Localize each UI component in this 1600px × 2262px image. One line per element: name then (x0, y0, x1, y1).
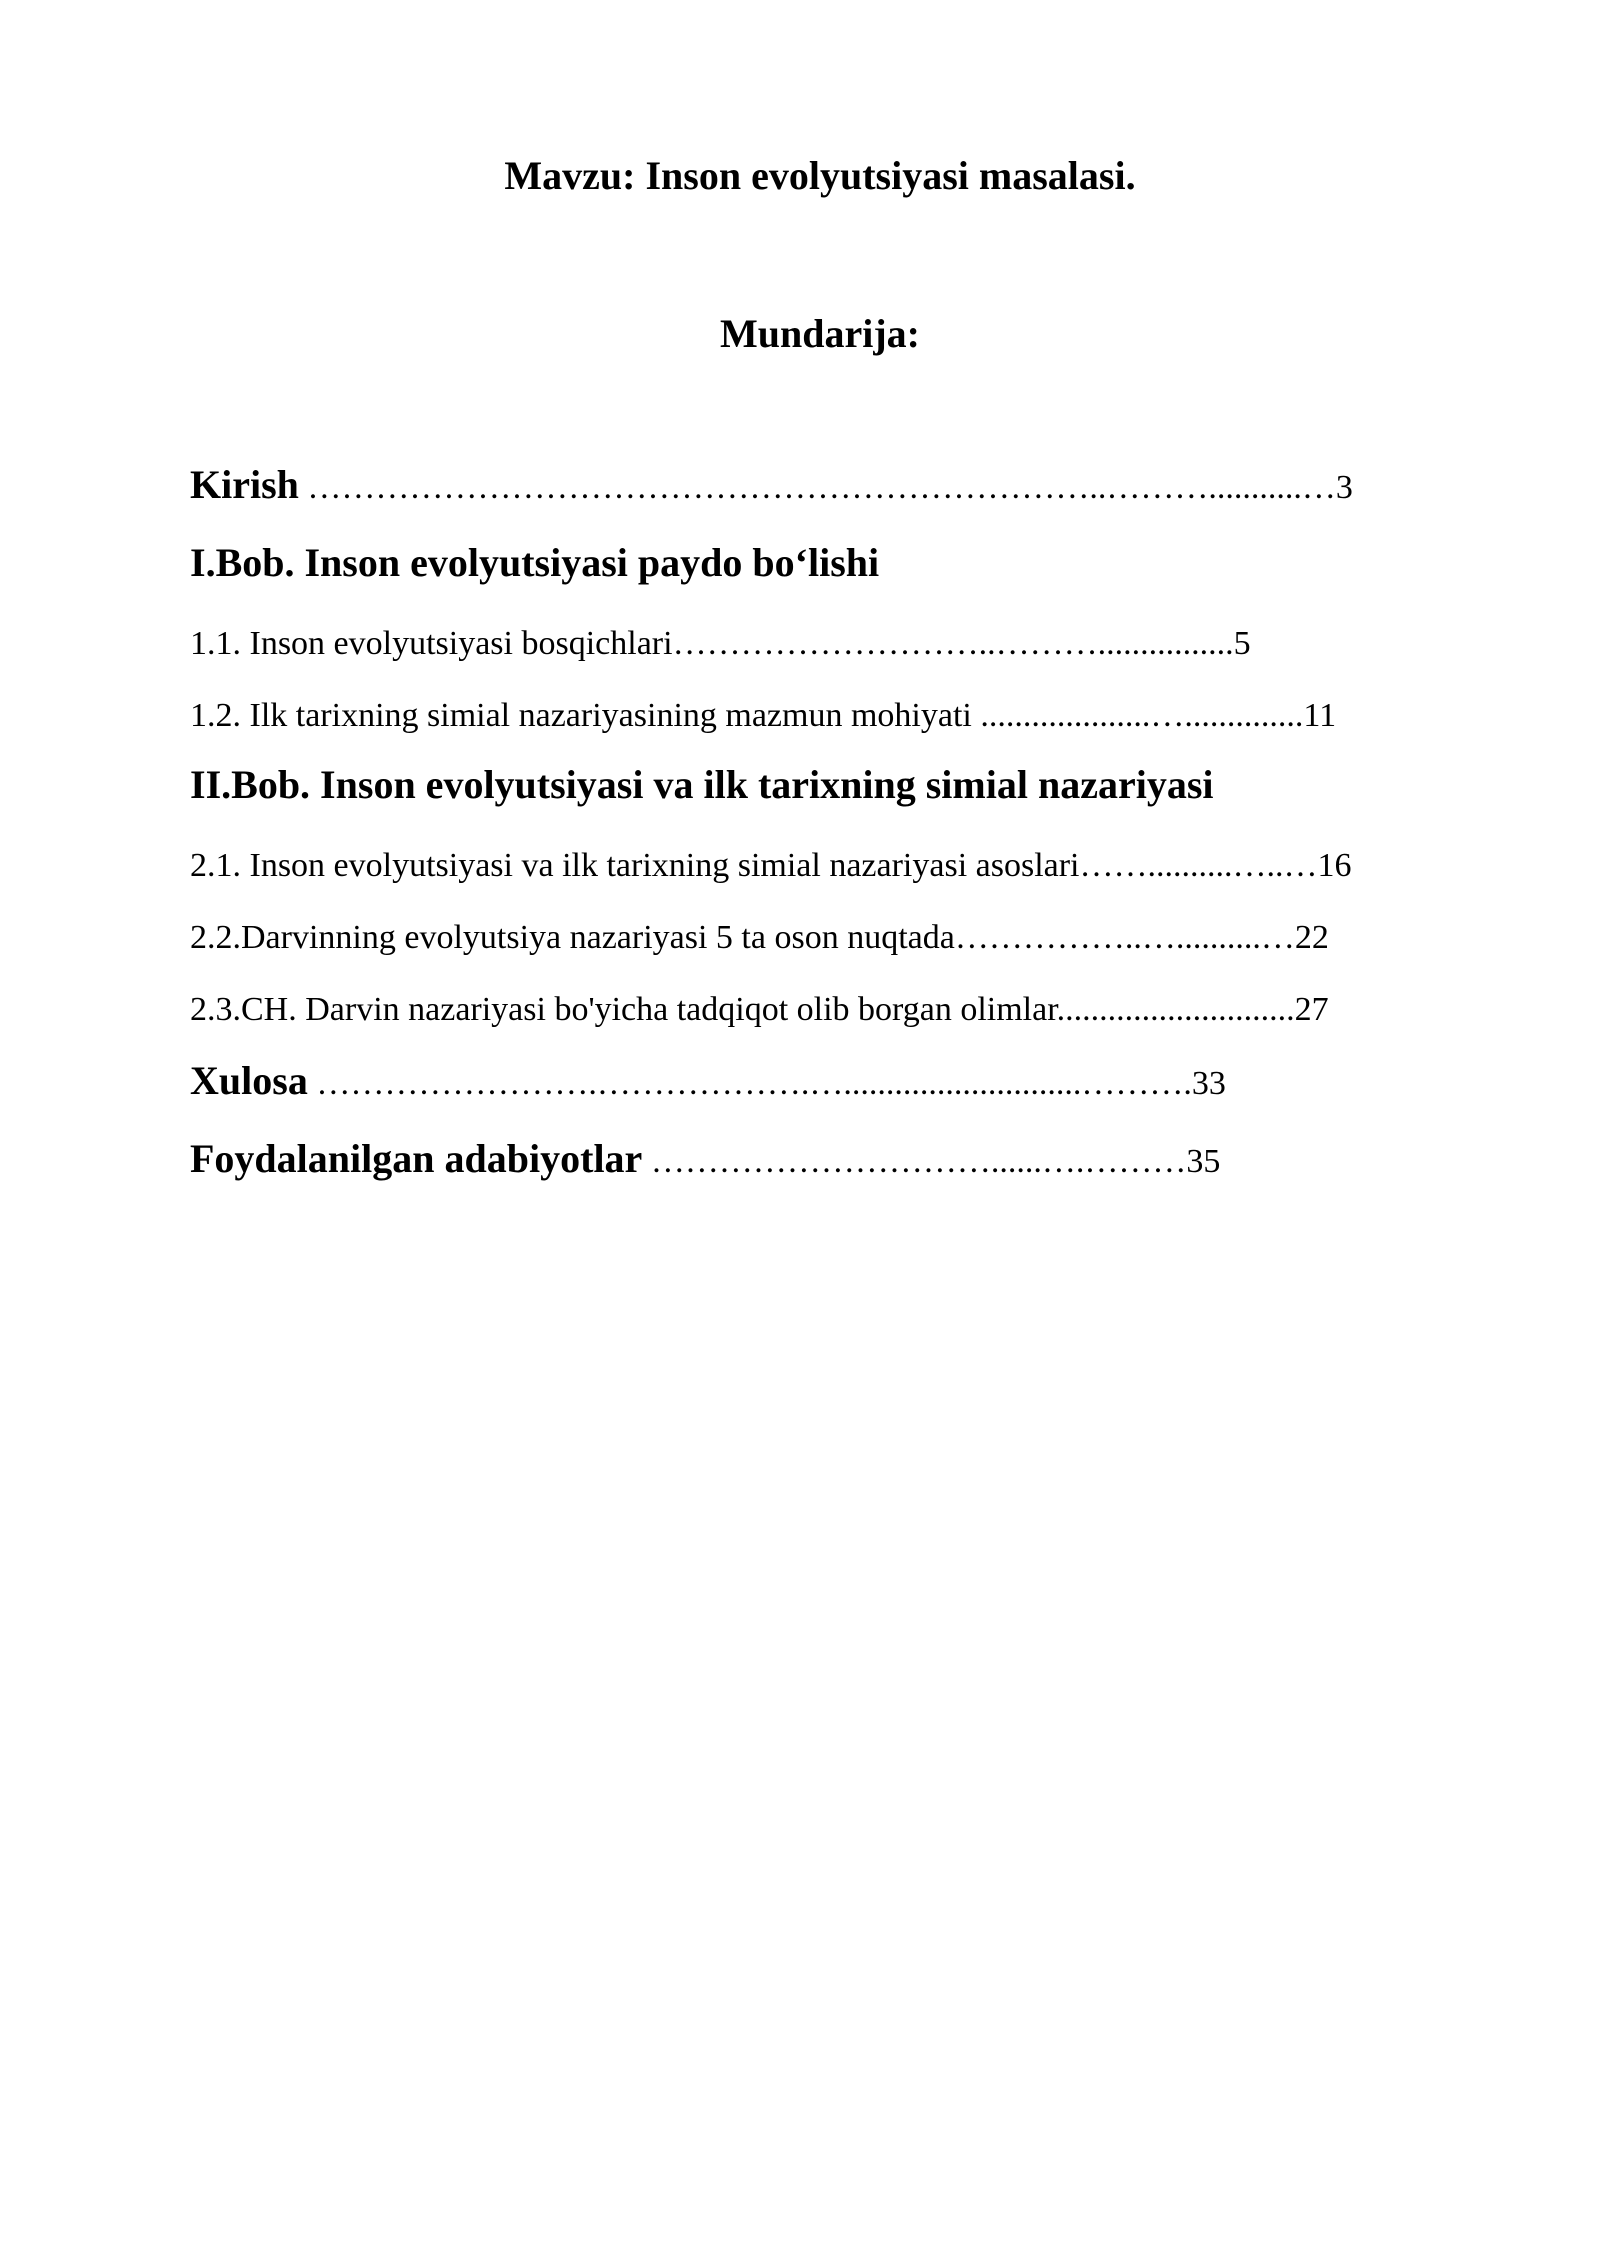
toc-entry-kirish (190, 460, 1353, 513)
toc-entry-label: I.Bob. Inson evolyutsiyasi paydo bo‘lishi (190, 540, 880, 585)
toc-entry-leader: ....................….............. (980, 697, 1304, 734)
toc-entry-label: 2.1. Inson evolyutsiyasi va ilk tarixning simial nazariyasi asoslari (190, 847, 1080, 884)
toc-entry-1-2 (190, 694, 1336, 738)
toc-heading: Mundarija: (720, 311, 920, 356)
toc-entry-page: 22 (1294, 919, 1329, 956)
toc-entry-label: II.Bob. Inson evolyutsiyasi va ilk tarixning simial nazariyasi (190, 762, 1214, 807)
toc-entry-label: 2.2.Darvinning evolyutsiya nazariyasi 5 ta oson nuqtada (190, 919, 955, 956)
toc-entry-page: 27 (1294, 991, 1329, 1028)
toc-entry-adabiyotlar (190, 1134, 1220, 1187)
toc-entry-leader: ……………..…..........… (954, 919, 1295, 956)
toc-entry-page: 11 (1303, 697, 1337, 734)
toc-entry-label: 1.1. Inson evolyutsiyasi bosqichlari (190, 625, 673, 662)
toc-entry-label: Foydalanilgan adabiyotlar (190, 1136, 643, 1181)
toc-entry-leader: …………………….……………….…............................……… (307, 1065, 1184, 1102)
toc-entry-label: Kirish (190, 462, 299, 507)
toc-entry-leader: ………………………..………................ (672, 625, 1234, 662)
toc-entry-leader: …………………………......….……… (642, 1143, 1187, 1180)
toc-entry-1-1 (190, 622, 1251, 666)
toc-entry-page: 3 (1335, 469, 1353, 506)
topic-title: Mavzu: Inson evolyutsiyasi masalasi. (504, 153, 1136, 198)
toc-entry-label: 1.2. Ilk tarixning simial nazariyasining mazmun mohiyati (190, 697, 981, 734)
toc-entry-leader: ……………………………………………………………..………...........… (298, 469, 1336, 506)
toc-entry-chapter-1 (190, 538, 879, 588)
toc-entry-page: .33 (1183, 1065, 1226, 1102)
toc-entry-chapter-2 (190, 760, 1214, 810)
toc-entry-leader: ……..........…..… (1079, 847, 1318, 884)
toc-entry-label: Xulosa (190, 1058, 308, 1103)
toc-entry-page: 35 (1186, 1143, 1221, 1180)
toc-entry-page: 16 (1317, 847, 1352, 884)
toc-entry-page: 5 (1233, 625, 1251, 662)
toc-entry-2-1 (190, 844, 1352, 888)
toc-entry-2-2 (190, 916, 1329, 960)
toc-entry-leader: ............................ (1056, 991, 1295, 1028)
toc-entry-2-3 (190, 988, 1329, 1032)
toc-entry-xulosa (190, 1056, 1226, 1109)
toc-entry-label: 2.3.CH. Darvin nazariyasi bo'yicha tadqiqot olib borgan olimlar (190, 991, 1057, 1028)
